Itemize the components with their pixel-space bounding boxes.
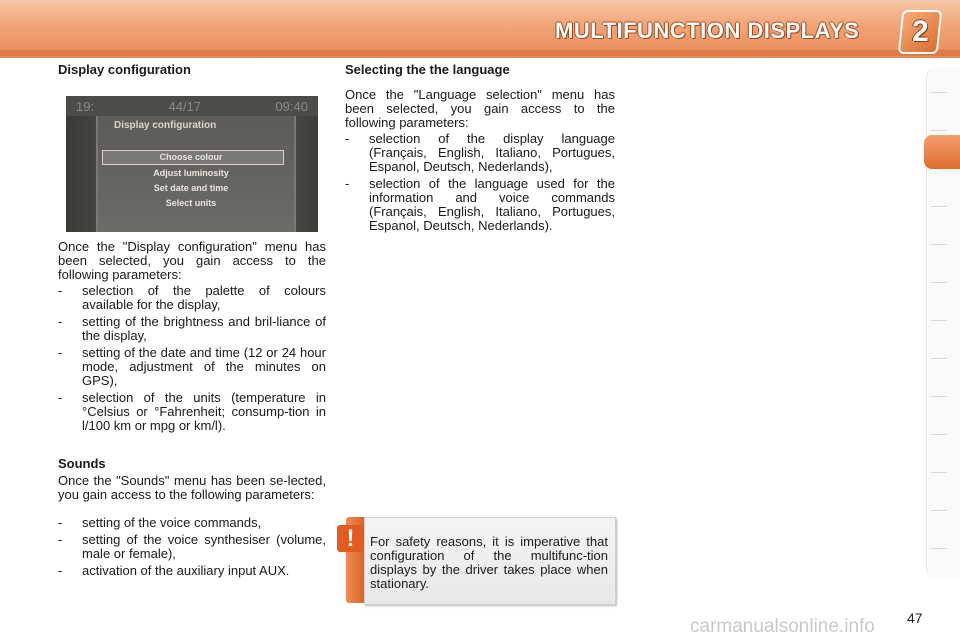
tab-divider — [931, 320, 947, 321]
screen-menu-item: Choose colour — [159, 152, 223, 162]
chapter-number: 2 — [911, 15, 929, 48]
language-list — [345, 132, 615, 236]
list-item: - setting of the brightness and bril-liance of the display, — [58, 315, 326, 343]
tab-divider — [931, 548, 947, 549]
screen-info: 44/17 — [168, 98, 202, 114]
tab-divider — [931, 244, 947, 245]
warning-icon: ! — [337, 525, 364, 552]
screen-menu-item: Set date and time — [153, 183, 229, 193]
page-title: MULTIFUNCTION DISPLAYS — [555, 18, 860, 43]
screen-menu-item: Select units — [165, 198, 217, 208]
sounds-intro: Once the "Sounds" menu has been se-lected, you gain access to the following parameters: — [58, 473, 326, 502]
tab-divider — [931, 92, 947, 93]
tab-divider — [931, 396, 947, 397]
sounds-list — [58, 516, 326, 581]
safety-warning-text: For safety reasons, it is imperative that configuration of the multifunc-tion displays by the driver takes place when stationary. — [370, 534, 608, 591]
list-item: - setting of the voice synthesiser (volume, male or female), — [58, 533, 326, 561]
watermark: carmanualsonline.info — [690, 616, 875, 637]
section-heading-language: Selecting the the language — [345, 62, 510, 77]
tab-divider — [931, 434, 947, 435]
list-item: - setting of the date and time (12 or 24 hour mode, adjustment of the minutes on GPS), — [58, 346, 326, 388]
tab-divider — [931, 130, 947, 131]
screen-time-right: 09:40 — [275, 98, 308, 114]
display-config-intro: Once the "Display configuration" menu has been selected, you gain access to the following parameters: — [58, 239, 326, 282]
list-item: - setting of the voice commands, — [58, 516, 326, 530]
list-item: - activation of the auxiliary input AUX. — [58, 564, 326, 578]
section-heading-display-configuration: Display configuration — [58, 62, 191, 77]
chapter-badge — [898, 10, 943, 54]
screen-menu-item: Adjust luminosity — [153, 168, 229, 178]
section-heading-sounds: Sounds — [58, 456, 106, 471]
language-intro: Once the "Language selection" menu has been selected, you gain access to the following parameters: — [345, 87, 615, 130]
tab-divider — [931, 472, 947, 473]
screen-status-bar — [66, 96, 318, 116]
tab-divider — [931, 358, 947, 359]
tab-divider — [931, 282, 947, 283]
header-stripe — [0, 50, 960, 56]
display-config-list — [58, 284, 326, 436]
chapter-tab-active[interactable] — [924, 135, 960, 169]
display-screenshot — [66, 96, 318, 232]
list-item: - selection of the units (temperature in °Celsius or °Fahrenheit; consump-tion in l/100 km or mpg or km/l). — [58, 391, 326, 433]
tab-divider — [931, 206, 947, 207]
list-item: - selection of the language used for the information and voice commands (Français, English, Italiano, Portugues, Espanol, Deutsch, Nederlands). — [345, 177, 615, 233]
screen-panel-title: Display configuration — [114, 120, 217, 131]
tab-divider — [931, 510, 947, 511]
screen-time-left: 19: — [76, 98, 95, 114]
list-item: - selection of the display language (Français, English, Italiano, Portugues, Espanol, Deutsch, Nederlands), — [345, 132, 615, 174]
page-number: 47 — [907, 610, 923, 626]
list-item: - selection of the palette of colours available for the display, — [58, 284, 326, 312]
